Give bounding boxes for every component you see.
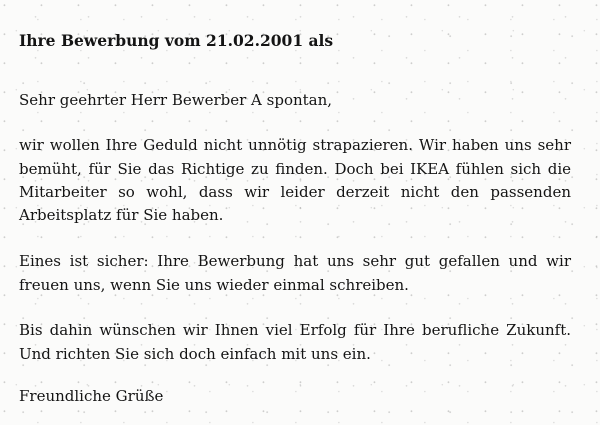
- paragraph-1-line: Arbeitsplatz für Sie haben.: [19, 206, 224, 224]
- paragraph-2-line: Eines ist sicher: Ihre Bewerbung hat uns sehr gut gefallen und wir: [19, 252, 571, 270]
- paragraph-1-line: Mitarbeiter so wohl, dass wir leider derzeit nicht den passenden: [19, 183, 571, 201]
- paragraph-1-line: bemüht, für Sie das Richtige zu finden. Doch bei IKEA fühlen sich die: [19, 160, 571, 178]
- letter-closing: Freundliche Grüße: [19, 387, 164, 405]
- paragraph-2-line: freuen uns, wenn Sie uns wieder einmal schreiben.: [19, 276, 409, 294]
- paragraph-3-line: Bis dahin wünschen wir Ihnen viel Erfolg für Ihre berufliche Zukunft.: [19, 321, 571, 339]
- letter-subject: Ihre Bewerbung vom 21.02.2001 als: [19, 31, 334, 50]
- paragraph-3-line: Und richten Sie sich doch einfach mit uns ein.: [19, 345, 371, 363]
- paragraph-1-line: wir wollen Ihre Geduld nicht unnötig strapazieren. Wir haben uns sehr: [19, 136, 571, 154]
- letter-salutation: Sehr geehrter Herr Bewerber A spontan,: [19, 91, 333, 109]
